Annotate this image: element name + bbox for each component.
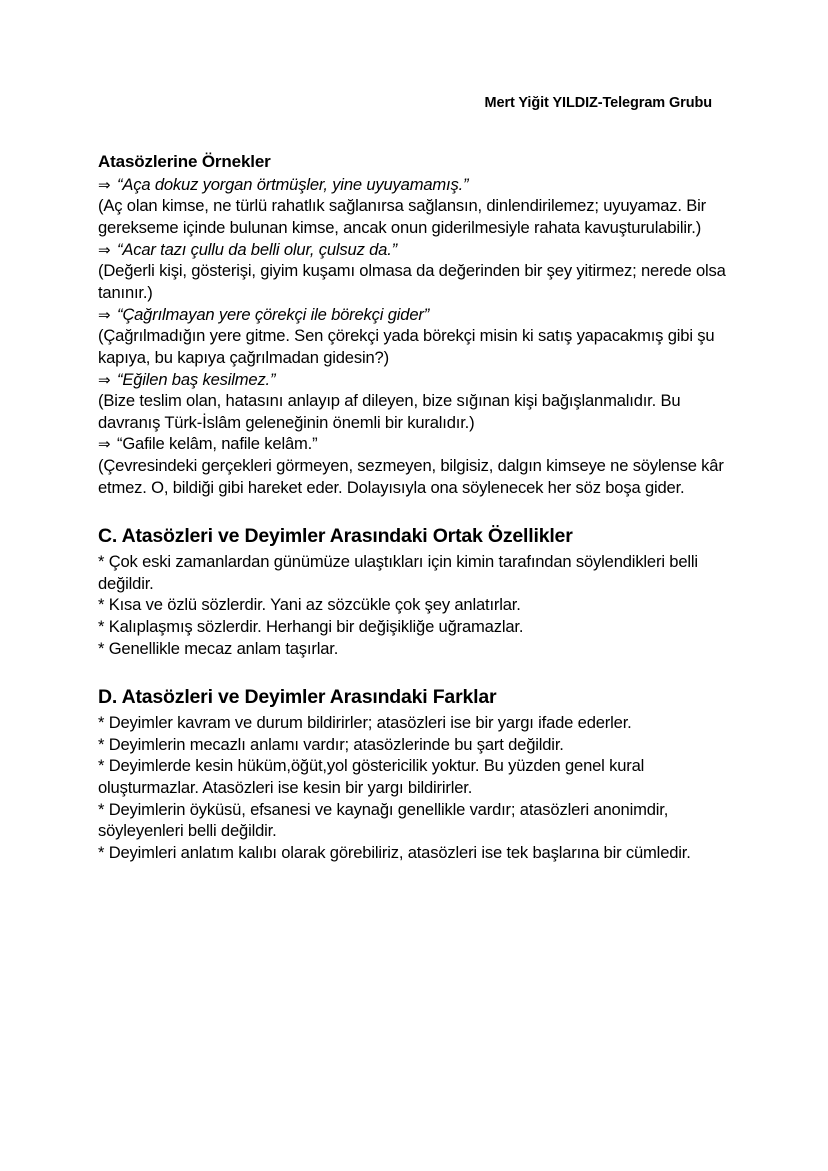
bullet-line: * Genellikle mecaz anlam taşırlar.: [98, 638, 339, 658]
proverb-line: [98, 239, 730, 261]
explanation-line: (Aç olan kimse, ne türlü rahatlık sağlanırsa sağlansın, dinlendirilemez; uyuyamaz. Bir gerekseme içinde bulunan kimse, ancak onun giderilmesiyle rahata kavuşturulabilir.): [98, 196, 706, 238]
section-spacer: [98, 659, 730, 686]
document-running-header: Mert Yiğit YILDIZ-Telegram Grubu: [484, 95, 712, 111]
double-arrow-icon: ⇒: [98, 240, 115, 259]
double-arrow-icon: ⇒: [98, 435, 115, 454]
double-arrow-icon: ⇒: [98, 370, 115, 389]
proverb-line: [98, 369, 730, 391]
explanation-line: (Bize teslim olan, hatasını anlayıp af dileyen, bize sığınan kişi bağışlanmalıdır. Bu davranış Türk-İslâm geleneğinin önemli bir kuralıdır.): [98, 391, 681, 432]
sections-container: [98, 152, 730, 864]
document-content: [98, 152, 730, 864]
proverb-text: “Acar tazı çullu da belli olur, çulsuz da.”: [116, 239, 398, 259]
bullet-line: * Kısa ve özlü sözlerdir. Yani az sözcükle çok şey anlatırlar.: [98, 595, 521, 615]
section-heading-differences: D. Atasözleri ve Deyimler Arasındaki Farklar: [98, 686, 497, 709]
double-arrow-icon: ⇒: [98, 305, 115, 324]
section-heading-common-features: C. Atasözleri ve Deyimler Arasındaki Ortak Özellikler: [98, 525, 573, 548]
proverb-line: [98, 433, 730, 455]
proverb-text: “Gafile kelâm, nafile kelâm.”: [116, 434, 318, 454]
proverb-line: [98, 304, 730, 326]
bullet-line: * Deyimlerde kesin hüküm,öğüt,yol göstericilik yoktur. Bu yüzden genel kural oluşturmazlar. Atasözleri ise kesin bir yargı bildirirler.: [98, 756, 645, 798]
proverb-line: [98, 174, 730, 196]
proverb-text: “Eğilen baş kesilmez.”: [116, 369, 276, 389]
bullet-line: * Deyimleri anlatım kalıbı olarak görebiliriz, atasözleri ise tek başlarına bir cümledir.: [98, 842, 691, 862]
explanation-line: (Çevresindeki gerçekleri görmeyen, sezmeyen, bilgisiz, dalgın kimseye ne söylense kâr etmez. O, bildiği gibi hareket eder. Dolayısıyla ona söylenecek her söz boşa gider.: [98, 456, 724, 497]
double-arrow-icon: ⇒: [98, 175, 115, 194]
bullet-line: * Deyimlerin öyküsü, efsanesi ve kaynağı genellikle vardır; atasözleri anonimdir, söyleyenleri belli değildir.: [98, 799, 669, 841]
bullet-line: * Deyimlerin mecazlı anlamı vardır; atasözlerinde bu şart değildir.: [98, 734, 564, 754]
section-heading-proverb-examples: Atasözlerine Örnekler: [98, 152, 271, 171]
proverb-text: “Çağrılmayan yere çörekçi ile börekçi gider”: [116, 304, 430, 324]
bullet-line: * Deyimler kavram ve durum bildirirler; atasözleri ise bir yargı ifade ederler.: [98, 713, 632, 733]
bullet-line: * Kalıplaşmış sözlerdir. Herhangi bir değişikliğe uğramazlar.: [98, 617, 524, 637]
section-spacer: [98, 498, 730, 525]
bullet-line: * Çok eski zamanlardan günümüze ulaştıkları için kimin tarafından söylendikleri belli değildir.: [98, 552, 698, 593]
explanation-line: (Çağrılmadığın yere gitme. Sen çörekçi yada börekçi misin ki satış yapacakmış gibi şu kapıya, bu kapıya çağrılmadan gidesin?): [98, 326, 715, 367]
explanation-line: (Değerli kişi, gösterişi, giyim kuşamı olmasa da değerinden bir şey yitirmez; nerede olsa tanınır.): [98, 261, 726, 302]
proverb-text: “Aça dokuz yorgan örtmüşler, yine uyuyamamış.”: [116, 174, 469, 194]
